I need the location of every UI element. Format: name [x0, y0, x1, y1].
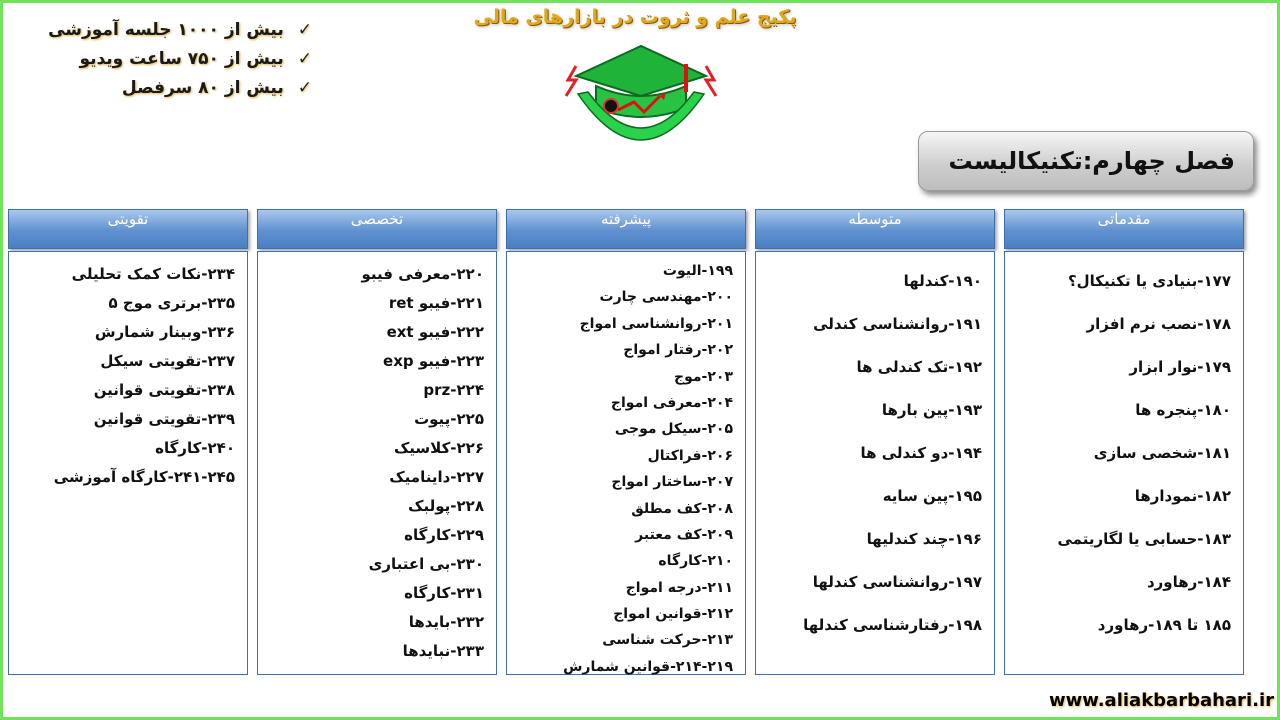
column-body	[1004, 251, 1244, 675]
list-item: ۲۱۳-حرکت شناسی	[602, 632, 733, 649]
list-item: ۲۳۴-نکات کمک تحلیلی	[71, 265, 235, 283]
list-item: ۲۲۱-فیبو ret	[388, 294, 484, 312]
list-item: ۱۸۲-نمودارها	[1134, 487, 1231, 505]
list-item: ۲۰۱-روانشناسی امواج	[579, 315, 733, 332]
list-item: ۲۳۸-تقویتی قوانین	[93, 381, 235, 399]
column-reinforcement	[8, 209, 248, 675]
column-specialized	[257, 209, 497, 675]
chapter-title: فصل چهارم:تکنیکالیست	[918, 131, 1254, 191]
list-item: ۲۳۱-کارگاه	[404, 584, 484, 602]
list-item: ۱۸۴-رهاورد	[1146, 573, 1231, 591]
list-item: ۲۲۹-کارگاه	[404, 526, 484, 544]
list-item: ۲۱۲-قوانین امواج	[613, 606, 733, 623]
column-advanced	[506, 209, 746, 675]
list-item: ۲۳۵-برتری موج ۵	[108, 294, 235, 312]
feature-text: بیش از ۷۵۰ ساعت ویدیو	[79, 49, 284, 69]
website-link[interactable]: www.aliakbarbahari.ir	[1048, 690, 1274, 711]
list-item: ۲۰۶-فراکتال	[647, 447, 733, 464]
list-item: ۲۰۲-رفتار امواج	[623, 342, 733, 359]
feature-text: بیش از ۱۰۰۰ جلسه آموزشی	[48, 20, 284, 40]
list-item: ۲۲۲-فیبو ext	[386, 323, 484, 341]
list-item: ۱۹۳-پین بارها	[881, 401, 982, 419]
list-item: ۲۳۶-وبینار شمارش	[94, 323, 235, 341]
column-header: تخصصی	[257, 209, 497, 249]
list-item: ۲۲۳-فیبو exp	[383, 352, 484, 370]
list-item: ۲۱۴-۲۱۹-قوانین شمارش	[563, 658, 733, 675]
list-item: ۱۷۸-نصب نرم افزار	[1086, 315, 1231, 333]
column-header: تقویتی	[8, 209, 248, 249]
list-item: ۱۹۸-رفتارشناسی کندلها	[803, 616, 982, 634]
list-item: ۲۱۱-درجه امواج	[625, 579, 733, 596]
column-beginner	[1004, 209, 1244, 675]
feature-text: بیش از ۸۰ سرفصل	[121, 78, 284, 98]
list-item: ۲۰۳-موج	[674, 368, 733, 385]
list-item: ۲۰۴-معرفی امواج	[610, 394, 733, 411]
list-item: ۱۸۱-شخصی سازی	[1093, 444, 1231, 462]
column-header: پیشرفته	[506, 209, 746, 249]
column-body	[755, 251, 995, 675]
list-item: ۲۴۱-۲۴۵-کارگاه آموزشی	[53, 468, 235, 486]
list-item: ۲۲۶-کلاسیک	[393, 439, 484, 457]
list-item: ۲۰۰-مهندسی چارت	[599, 289, 733, 306]
list-item: ۲۲۸-پولبک	[408, 497, 484, 515]
column-intermediate	[755, 209, 995, 675]
column-body	[257, 251, 497, 675]
list-item: ۲۴۰-کارگاه	[155, 439, 235, 457]
list-item: ۱۹۶-چند کندلیها	[866, 530, 982, 548]
list-item: ۲۳۹-تقویتی قوانین	[93, 410, 235, 428]
feature-item	[22, 49, 312, 78]
column-body	[8, 251, 248, 675]
list-item: ۱۹۷-روانشناسی کندلها	[812, 573, 982, 591]
list-item: ۲۱۰-کارگاه	[658, 553, 733, 570]
list-item: ۲۳۲-بایدها	[408, 613, 484, 631]
feature-item	[22, 20, 312, 49]
feature-item	[22, 78, 312, 107]
list-item: ۲۰۹-کف معتبر	[635, 526, 733, 543]
list-item: ۲۲۵-پیوت	[414, 410, 484, 428]
column-body	[506, 251, 746, 675]
check-icon: ✓	[297, 78, 312, 98]
list-item: ۲۲۴-prz	[423, 381, 484, 399]
list-item: ۲۰۵-سیکل موجی	[614, 421, 733, 438]
banner-title: پکیج علم و ثروت در بازارهای مالی	[473, 6, 797, 28]
list-item: ۱۹۲-تک کندلی ها	[856, 358, 982, 376]
list-item: ۱۸۰-پنجره ها	[1135, 401, 1231, 419]
list-item: ۱۹۰-کندلها	[903, 272, 982, 290]
feature-list	[22, 20, 312, 107]
list-item: ۱۹۱-روانشناسی کندلی	[813, 315, 982, 333]
column-header: متوسطه	[755, 209, 995, 249]
logo	[556, 36, 726, 156]
list-item: ۲۲۰-معرفی فیبو	[361, 265, 484, 283]
list-item: ۲۰۸-کف مطلق	[631, 500, 733, 517]
list-item: ۲۳۷-تقویتی سیکل	[100, 352, 235, 370]
check-icon: ✓	[297, 20, 312, 40]
list-item: ۱۹۴-دو کندلی ها	[860, 444, 982, 462]
list-item: ۲۳۳-نبایدها	[402, 642, 484, 660]
list-item: ۱۷۹-نوار ابزار	[1129, 358, 1231, 376]
list-item: ۱۹۹-الیوت	[662, 263, 733, 279]
check-icon: ✓	[297, 49, 312, 69]
column-header: مقدماتی	[1004, 209, 1244, 249]
list-item: ۱۷۷-بنیادی یا تکنیکال؟	[1067, 272, 1231, 290]
list-item: ۱۸۵ تا ۱۸۹-رهاورد	[1097, 616, 1231, 634]
list-item: ۱۸۳-حسابی یا لگاریتمی	[1057, 530, 1231, 548]
list-item: ۲۲۷-داینامیک	[389, 468, 484, 486]
list-item: ۲۳۰-بی اعتباری	[368, 555, 484, 573]
list-item: ۲۰۷-ساختار امواج	[611, 474, 733, 491]
list-item: ۱۹۵-پین سایه	[882, 487, 982, 505]
